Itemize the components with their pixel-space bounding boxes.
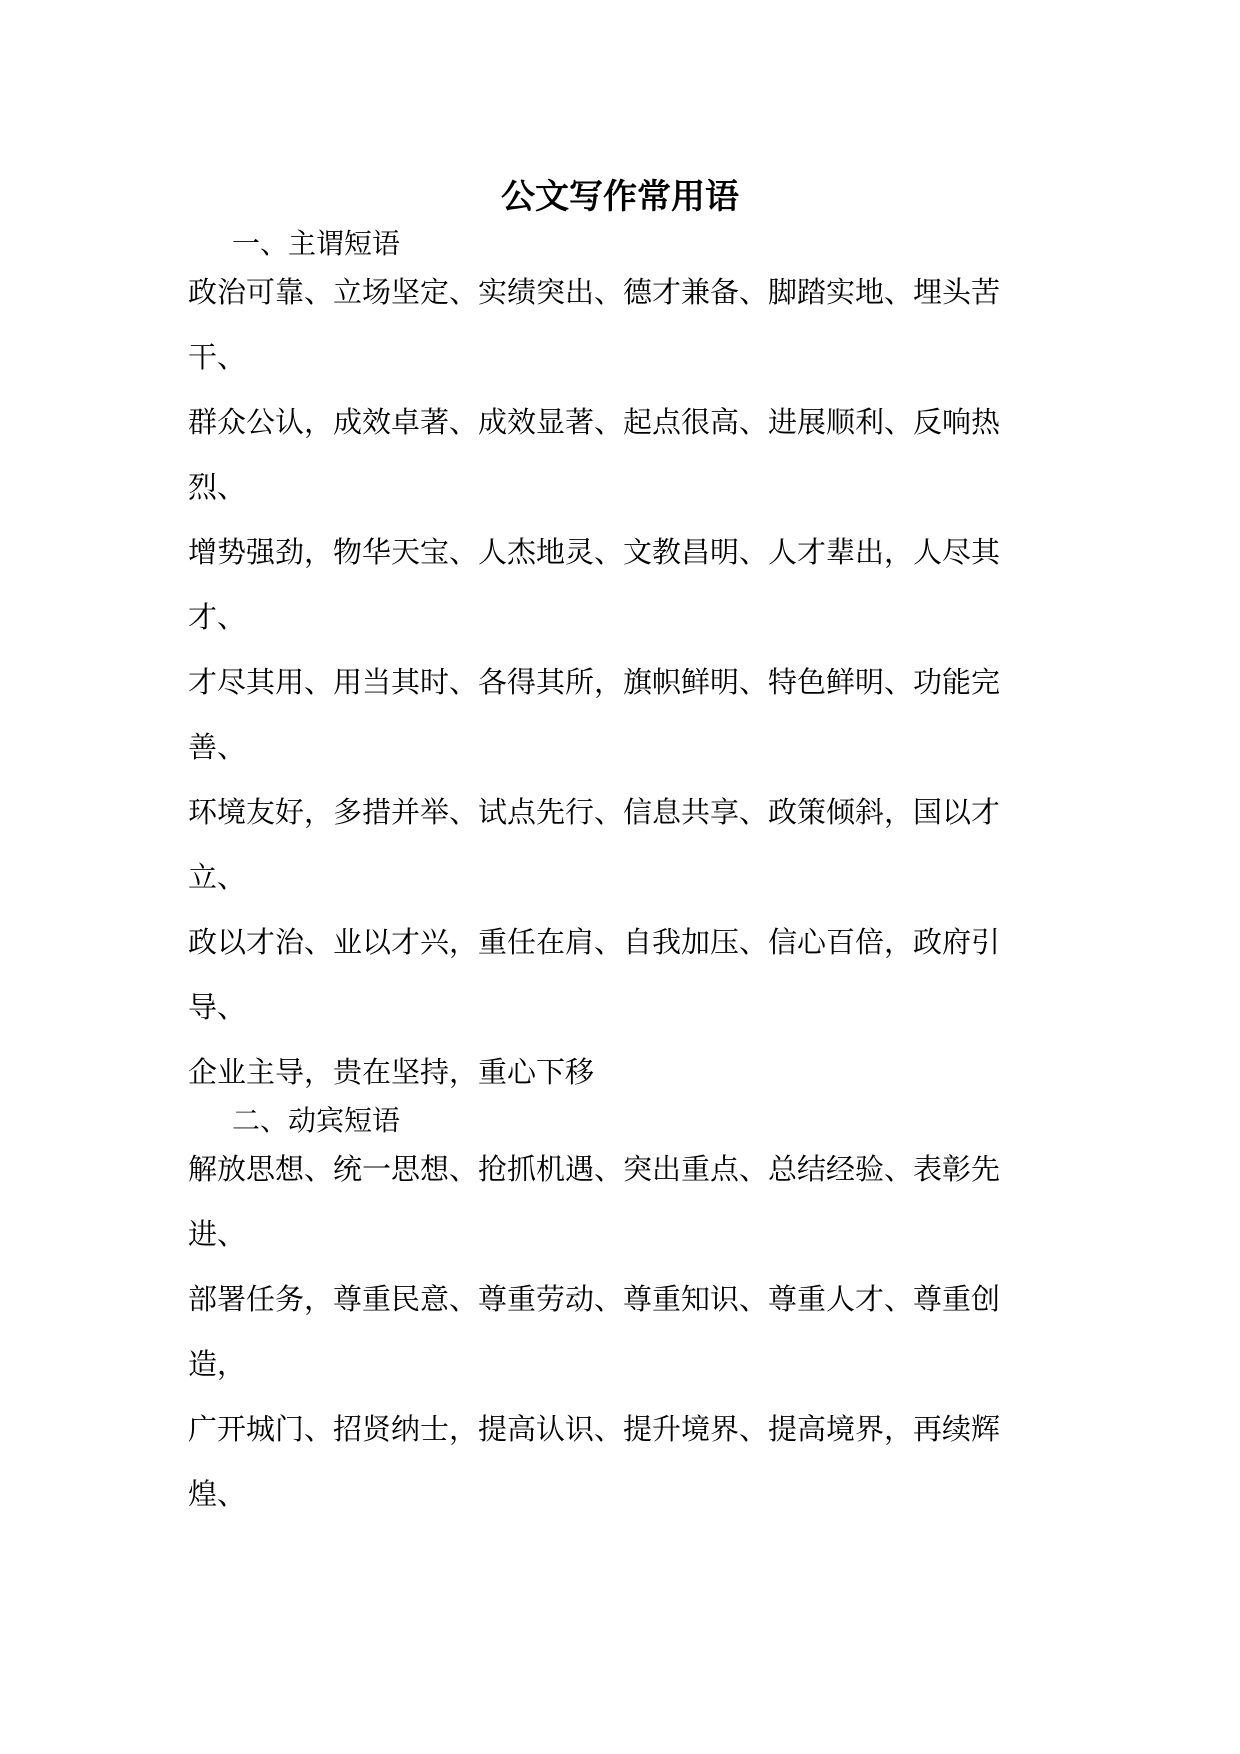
section-heading-2: 二、动宾短语 [232,1104,401,1137]
text-line: 进、 [188,1217,247,1251]
section-heading-1: 一、主谓短语 [232,227,401,260]
text-line: 增势强劲，物华天宝、人杰地灵、文教昌明、人才辈出，人尽其 [188,535,1001,569]
text-line: 干、 [188,340,247,374]
text-line: 烈、 [188,470,247,504]
text-line: 群众公认，成效卓著、成效显著、起点很高、进展顺利、反响热 [188,405,1001,439]
text-line: 企业主导，贵在坚持，重心下移 [188,1055,595,1089]
text-line: 解放思想、统一思想、抢抓机遇、突出重点、总结经验、表彰先 [188,1152,1001,1186]
text-line: 政治可靠、立场坚定、实绩突出、德才兼备、脚踏实地、埋头苦 [188,275,1001,309]
text-line: 立、 [188,860,247,894]
text-line: 才尽其用、用当其时、各得其所，旗帜鲜明、特色鲜明、功能完 [188,665,1001,699]
text-line: 煌、 [188,1477,247,1511]
text-line: 广开城门、招贤纳士，提高认识、提升境界、提高境界，再续辉 [188,1412,1001,1446]
text-line: 造， [188,1347,247,1381]
text-line: 才、 [188,600,247,634]
text-line: 导、 [188,990,247,1024]
text-line: 环境友好，多措并举、试点先行、信息共享、政策倾斜，国以才 [188,795,1001,829]
document-title: 公文写作常用语 [501,177,739,217]
text-line: 部署任务，尊重民意、尊重劳动、尊重知识、尊重人才、尊重创 [188,1282,1001,1316]
text-line: 政以才治、业以才兴，重任在肩、自我加压、信心百倍，政府引 [188,925,1001,959]
text-line: 善、 [188,730,247,764]
